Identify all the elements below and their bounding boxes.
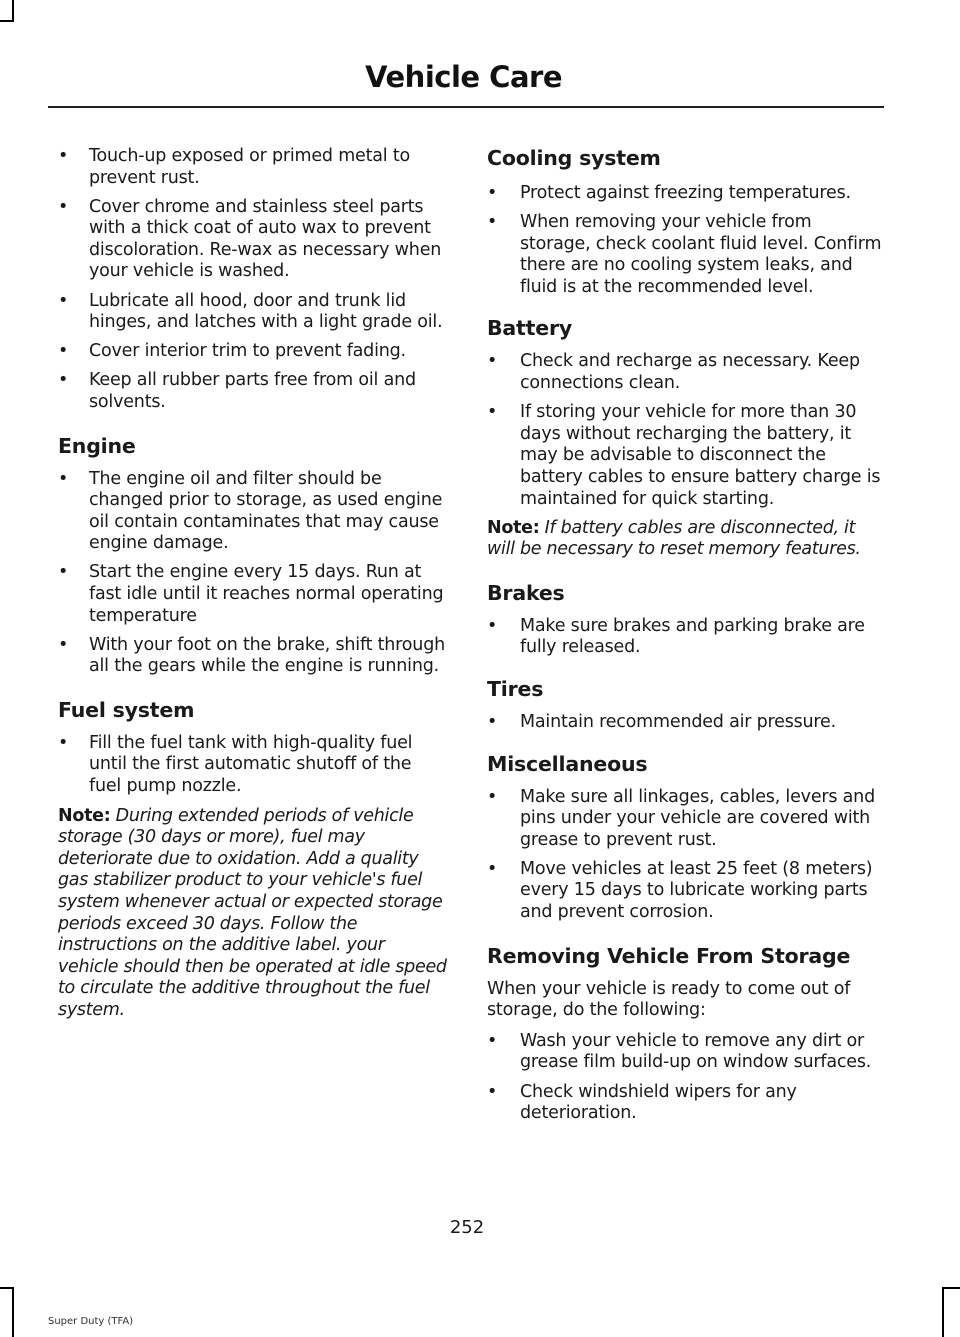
bullet-icon: •: [58, 732, 69, 753]
bullet-icon: •: [487, 351, 498, 372]
note-label: Note:: [58, 805, 111, 826]
bullet-icon: •: [58, 634, 69, 655]
list-item: • Check windshield wipers for any deterioration.: [487, 1081, 797, 1124]
list-item: • Make sure all linkages, cables, levers and pins under your vehicle are covered with grease to prevent rust.: [487, 786, 875, 850]
crop-mark: [942, 1287, 960, 1289]
crop-mark: [0, 1287, 14, 1289]
note-label: Note:: [487, 517, 540, 538]
cooling-list: [487, 183, 882, 298]
list-item: • Keep all rubber parts free from oil and solvents.: [58, 370, 416, 412]
footer-model: Super Duty (TFA): [48, 1316, 134, 1327]
bullet-icon: •: [58, 146, 69, 166]
bullet-icon: •: [487, 183, 498, 203]
page-title: Vehicle Care: [365, 60, 562, 94]
page-number: 252: [449, 1217, 485, 1238]
bullet-icon: •: [487, 712, 498, 732]
crop-mark: [12, 0, 14, 20]
list-item: • Check and recharge as necessary. Keep connections clean.: [487, 351, 860, 394]
bullet-icon: •: [487, 212, 498, 233]
bullet-icon: •: [487, 1030, 498, 1051]
fuel-note: [58, 806, 448, 1022]
section-heading-battery: Battery: [487, 316, 573, 341]
list-item: • Touch-up exposed or primed metal to prevent rust.: [58, 146, 410, 188]
list-item: • Cover chrome and stainless steel parts with a thick coat of auto wax to prevent discoloration. Re-wax as necessary when your vehicle is washed.: [58, 196, 442, 282]
engine-list: [58, 469, 448, 678]
battery-list: [487, 351, 882, 510]
section-heading-tires: Tires: [487, 677, 544, 701]
note-body: During extended periods of vehicle storage (30 days or more), fuel may deteriorate due to oxidation. Add a quality gas stabilizer product to your vehicle's fuel system whenever actual or expected storage periods exceed 30 days. Follow the instructions on the additive label. your vehicle should then be operated at idle speed to circulate the additive throughout the fuel system.: [58, 805, 447, 1020]
bullet-icon: •: [58, 562, 69, 583]
bullet-icon: •: [58, 341, 69, 362]
list-item: • Cover interior trim to prevent fading.: [58, 341, 406, 362]
battery-note: [487, 518, 882, 561]
section-heading-removing: Removing Vehicle From Storage: [487, 943, 851, 968]
bullet-icon: •: [487, 1081, 498, 1102]
right-column: [487, 146, 882, 1132]
bullet-icon: •: [487, 858, 498, 879]
crop-mark: [0, 20, 14, 22]
section-heading-cooling: Cooling system: [487, 146, 661, 170]
tires-list: [487, 712, 882, 734]
list-item: • Lubricate all hood, door and trunk lid hinges, and latches with a light grade oil.: [58, 290, 443, 333]
list-item: • Move vehicles at least 25 feet (8 meters) every 15 days to lubricate working parts and prevent corrosion.: [487, 858, 873, 923]
list-item: • Make sure brakes and parking brake are fully released.: [487, 615, 865, 658]
list-item: • If storing your vehicle for more than 30 days without recharging the battery, it may be advisable to disconnect the battery cables to ensure battery charge is maintained for quick starting.: [487, 402, 881, 509]
bullet-icon: •: [487, 786, 498, 807]
bullet-icon: •: [487, 402, 498, 423]
list-item: • Maintain recommended air pressure.: [487, 712, 836, 732]
crop-mark: [942, 1287, 944, 1337]
section-heading-brakes: Brakes: [487, 580, 565, 605]
left-column: [58, 146, 448, 1022]
bullet-icon: •: [58, 468, 69, 489]
section-heading-engine: Engine: [58, 433, 136, 458]
list-item: • Protect against freezing temperatures.: [487, 183, 851, 203]
section-heading-miscellaneous: Miscellaneous: [487, 751, 648, 776]
list-item: • With your foot on the brake, shift through all the gears while the engine is running.: [58, 634, 445, 677]
list-item: • The engine oil and filter should be changed prior to storage, as used engine oil contain contaminates that may cause engine damage.: [58, 468, 443, 554]
list-item: • Fill the fuel tank with high-quality fuel until the first automatic shutoff of the fuel pump nozzle.: [58, 732, 413, 797]
storage-prep-list: [58, 146, 448, 414]
removing-list: [487, 1031, 882, 1125]
list-item: • Wash your vehicle to remove any dirt or grease film build-up on window surfaces.: [487, 1030, 872, 1073]
bullet-icon: •: [58, 196, 69, 217]
section-heading-fuel: Fuel system: [58, 697, 195, 722]
brakes-list: [487, 616, 882, 659]
note-body: If battery cables are disconnected, it will be necessary to reset memory features.: [487, 517, 861, 560]
removing-intro: When your vehicle is ready to come out of storage, do the following:: [487, 978, 851, 1021]
bullet-icon: •: [487, 615, 498, 636]
bullet-icon: •: [58, 370, 69, 391]
list-item: • When removing your vehicle from storage, check coolant fluid level. Confirm there are no cooling system leaks, and fluid is at the recommended level.: [487, 212, 882, 297]
list-item: • Start the engine every 15 days. Run at fast idle until it reaches normal operating temperature: [58, 562, 444, 626]
misc-list: [487, 787, 882, 924]
fuel-list: [58, 733, 448, 798]
bullet-icon: •: [58, 290, 69, 311]
crop-mark: [12, 1287, 14, 1337]
header-divider: [48, 106, 884, 108]
